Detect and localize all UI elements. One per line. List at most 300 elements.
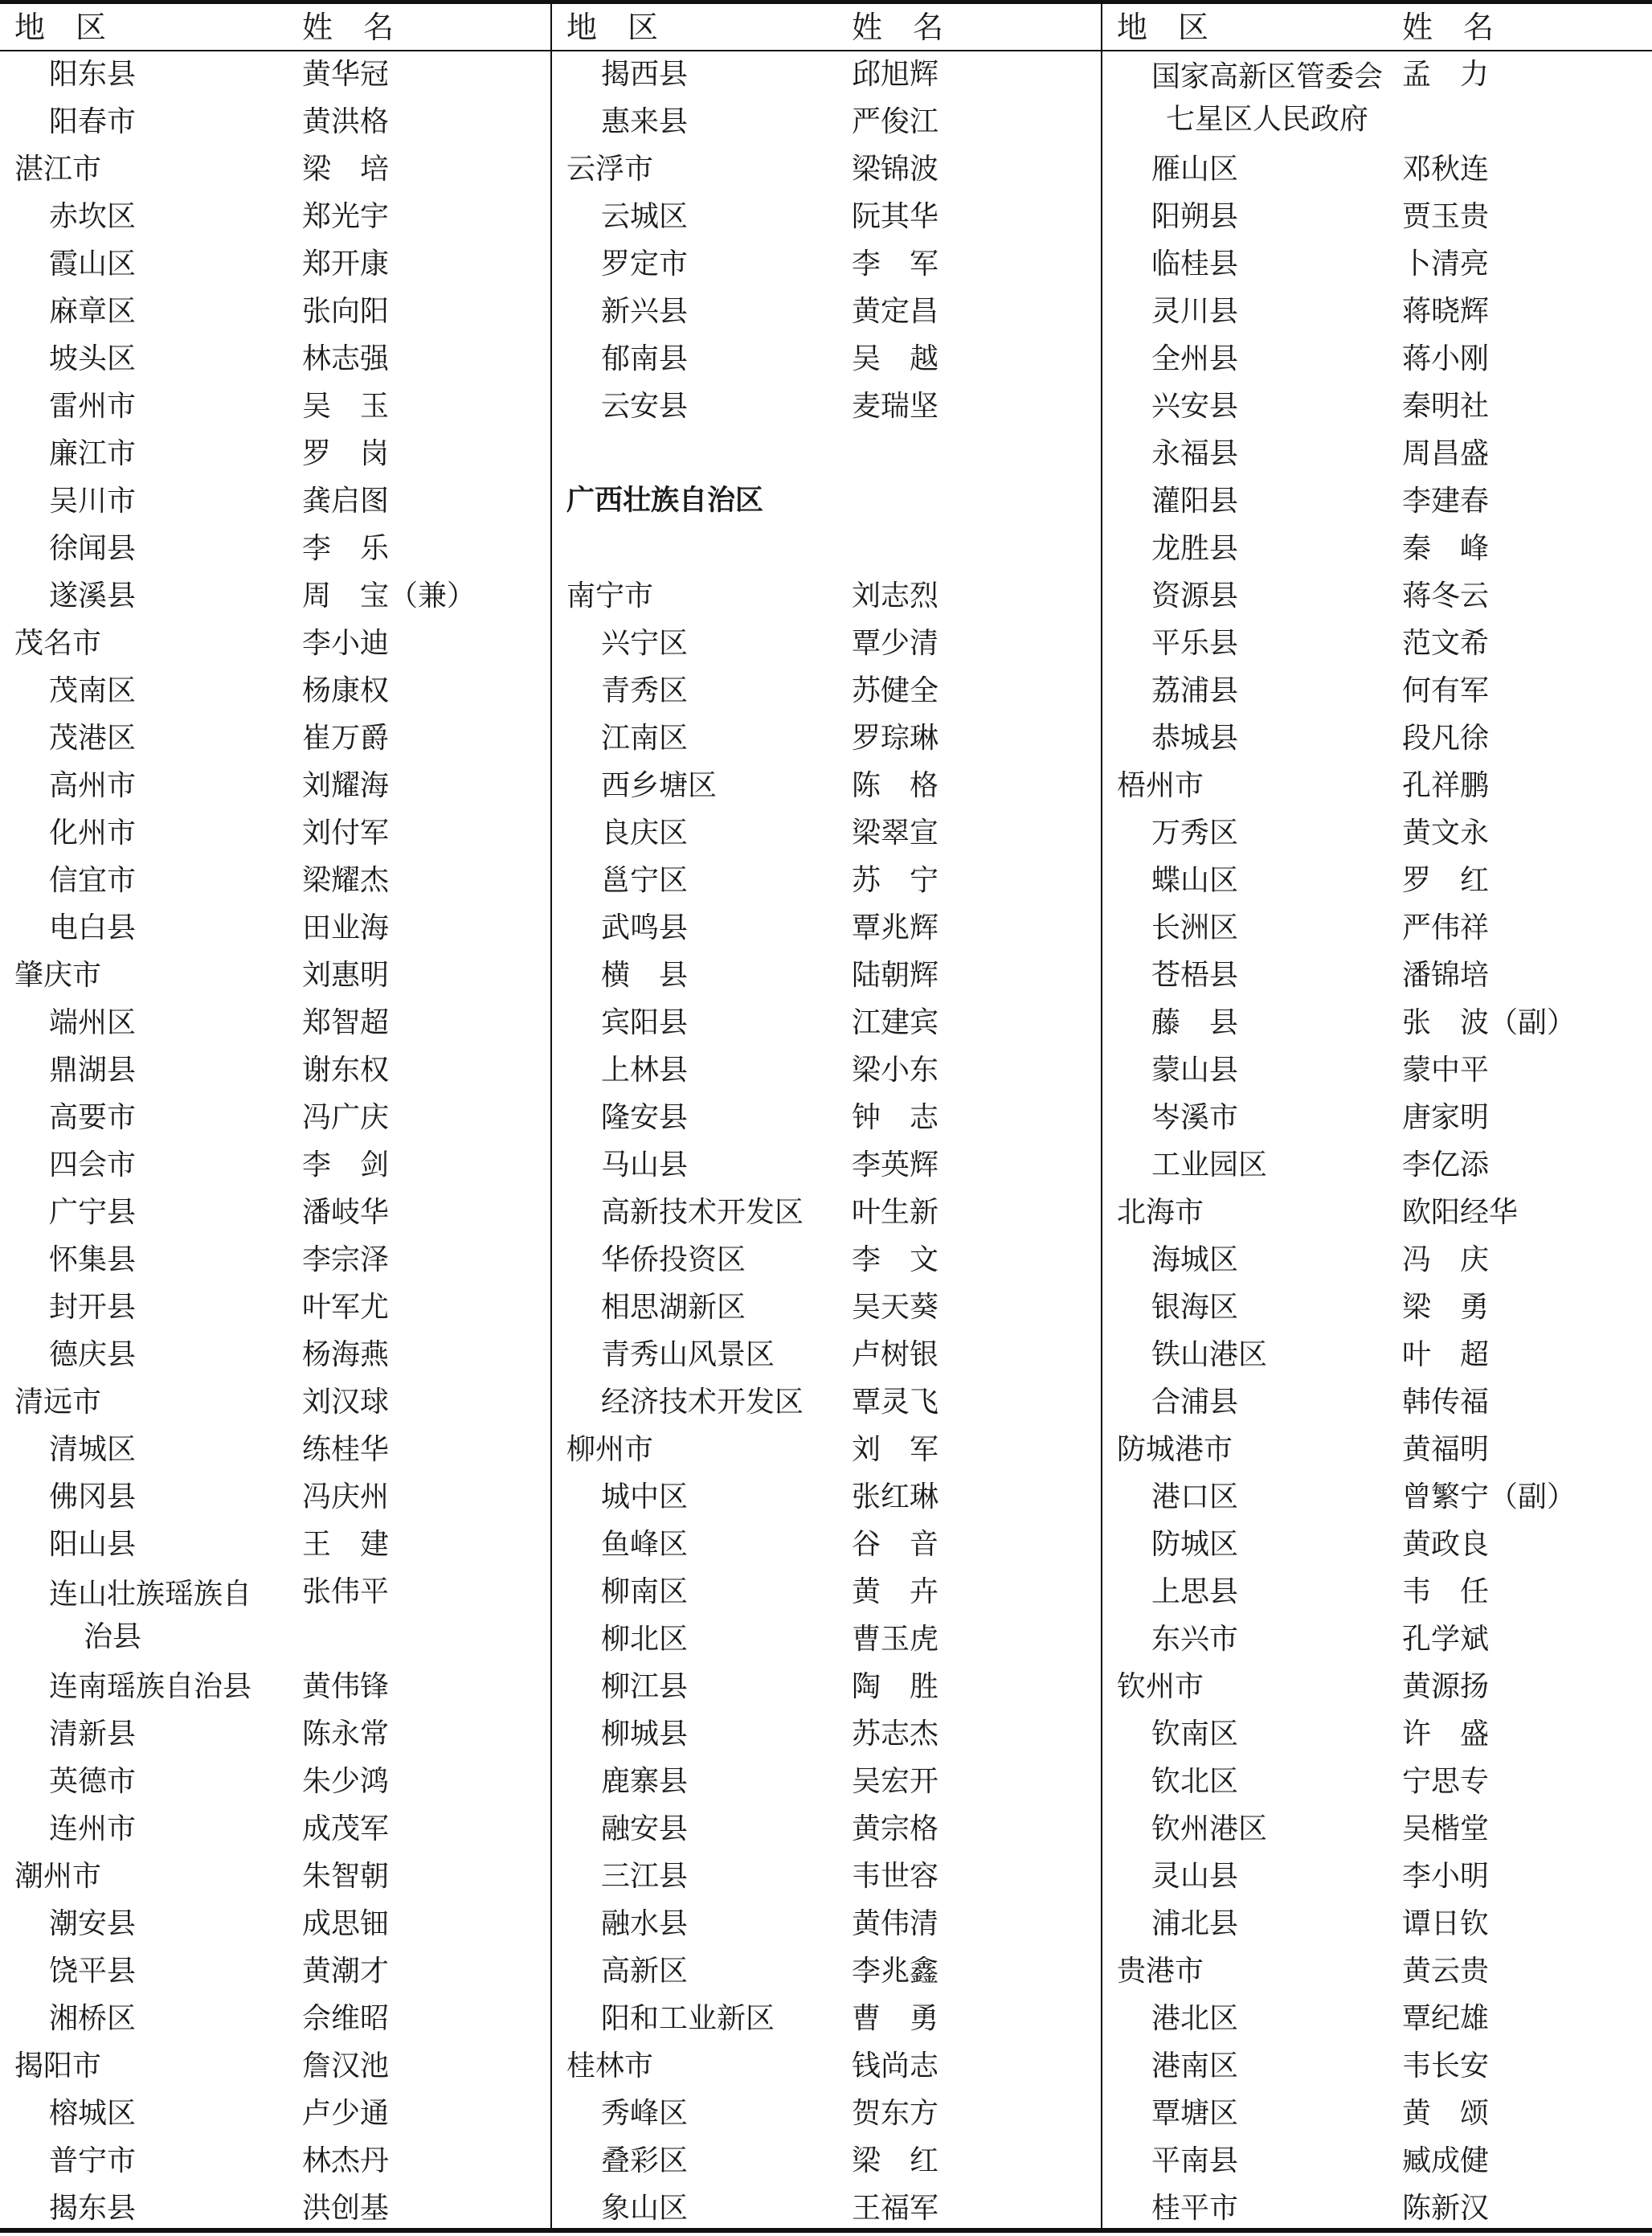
district-region: 徐闻县 bbox=[49, 532, 137, 565]
person-name: 朱智朝 bbox=[302, 1860, 390, 1893]
person-name: 杨海燕 bbox=[302, 1338, 390, 1371]
district-region: 信宜市 bbox=[49, 864, 137, 897]
district-region: 兴宁区 bbox=[601, 627, 689, 660]
directory-row bbox=[552, 999, 1101, 1046]
directory-row bbox=[1102, 1853, 1652, 1900]
district-region: 宾阳县 bbox=[601, 1006, 689, 1039]
person-name: 苏志杰 bbox=[852, 1718, 939, 1751]
header-region: 地 区 bbox=[1117, 10, 1209, 45]
directory-row bbox=[1102, 572, 1652, 620]
directory-row bbox=[1102, 1236, 1652, 1284]
directory-row bbox=[552, 572, 1101, 620]
person-name: 黄潮才 bbox=[302, 1955, 390, 1988]
person-name: 郑开康 bbox=[302, 248, 390, 281]
directory-row bbox=[0, 2090, 550, 2137]
directory-row bbox=[1102, 1900, 1652, 1947]
person-name: 冯庆州 bbox=[302, 1480, 390, 1513]
directory-row bbox=[0, 1046, 550, 1094]
district-region: 潮安县 bbox=[49, 1907, 137, 1940]
district-region: 湘桥区 bbox=[49, 2002, 137, 2035]
person-name: 田业海 bbox=[302, 911, 390, 944]
district-region: 高新技术开发区 bbox=[601, 1196, 804, 1229]
person-name: 郑智超 bbox=[302, 1006, 390, 1039]
person-name: 叶 超 bbox=[1402, 1338, 1490, 1371]
city-region: 北海市 bbox=[1117, 1196, 1204, 1229]
panel-2 bbox=[552, 0, 1101, 2228]
person-name: 钱尚志 bbox=[852, 2050, 939, 2082]
person-name: 覃兆辉 bbox=[852, 911, 939, 944]
directory-row bbox=[552, 2042, 1101, 2090]
directory-row bbox=[0, 525, 550, 572]
district-region: 阳朔县 bbox=[1151, 200, 1239, 233]
directory-row bbox=[0, 667, 550, 715]
directory-row bbox=[552, 51, 1101, 98]
directory-row bbox=[0, 477, 550, 525]
district-region: 揭东县 bbox=[49, 2192, 137, 2225]
directory-row bbox=[552, 620, 1101, 667]
person-name: 吴 越 bbox=[852, 342, 939, 375]
person-name: 谢东权 bbox=[302, 1054, 390, 1087]
district-region: 清城区 bbox=[49, 1433, 137, 1466]
directory-row bbox=[552, 1189, 1101, 1236]
district-region: 佛冈县 bbox=[49, 1480, 137, 1513]
directory-row bbox=[552, 2137, 1101, 2185]
directory-row bbox=[0, 98, 550, 145]
directory-row bbox=[1102, 904, 1652, 952]
district-region: 茂港区 bbox=[49, 722, 137, 755]
person-name: 张向阳 bbox=[302, 295, 390, 328]
person-name: 孔学斌 bbox=[1402, 1623, 1490, 1656]
district-region: 化州市 bbox=[49, 817, 137, 850]
directory-row bbox=[0, 1426, 550, 1473]
directory-row bbox=[0, 1378, 550, 1426]
district-region: 电白县 bbox=[49, 911, 137, 944]
directory-row bbox=[552, 335, 1101, 383]
person-name: 郑光宇 bbox=[302, 200, 390, 233]
district-region: 融水县 bbox=[601, 1907, 689, 1940]
person-name: 李建春 bbox=[1402, 485, 1490, 518]
directory-row bbox=[552, 762, 1101, 809]
person-name: 黄文永 bbox=[1402, 817, 1490, 850]
person-name: 张伟平 bbox=[302, 1575, 390, 1608]
person-name: 秦 峰 bbox=[1402, 532, 1490, 565]
directory-row bbox=[0, 288, 550, 335]
person-name: 苏 宁 bbox=[852, 864, 939, 897]
person-name: 成茂军 bbox=[302, 1812, 390, 1845]
district-region: 桂平市 bbox=[1151, 2192, 1239, 2225]
directory-row bbox=[0, 383, 550, 430]
person-name: 苏健全 bbox=[852, 674, 939, 707]
person-name: 韩传福 bbox=[1402, 1386, 1490, 1419]
person-name: 李英辉 bbox=[852, 1149, 939, 1181]
person-name: 宁思专 bbox=[1402, 1765, 1490, 1798]
district-region: 华侨投资区 bbox=[601, 1243, 746, 1276]
person-name: 朱少鸿 bbox=[302, 1765, 390, 1798]
district-region: 银海区 bbox=[1151, 1291, 1239, 1324]
district-region: 平乐县 bbox=[1151, 627, 1239, 660]
district-region: 封开县 bbox=[49, 1291, 137, 1324]
directory-row bbox=[0, 1284, 550, 1331]
directory-row bbox=[1102, 1094, 1652, 1141]
district-region: 鼎湖县 bbox=[49, 1054, 137, 1087]
district-region: 惠来县 bbox=[601, 105, 689, 138]
person-name: 陈 格 bbox=[852, 769, 939, 802]
directory-row bbox=[0, 1900, 550, 1947]
district-region: 龙胜县 bbox=[1151, 532, 1239, 565]
city-region: 南宁市 bbox=[566, 579, 654, 612]
person-name: 李 乐 bbox=[302, 532, 390, 565]
city-region: 肇庆市 bbox=[14, 959, 102, 992]
directory-row bbox=[0, 762, 550, 809]
district-region: 万秀区 bbox=[1151, 817, 1239, 850]
city-region: 柳州市 bbox=[566, 1433, 654, 1466]
district-region: 阳春市 bbox=[49, 105, 137, 138]
district-region: 钦北区 bbox=[1151, 1765, 1239, 1798]
district-region: 苍梧县 bbox=[1151, 959, 1239, 992]
person-name: 蒋小刚 bbox=[1402, 342, 1490, 375]
directory-row bbox=[552, 1663, 1101, 1710]
directory-row bbox=[552, 1284, 1101, 1331]
directory-row bbox=[1102, 2137, 1652, 2185]
directory-row bbox=[1102, 51, 1652, 145]
directory-row bbox=[552, 952, 1101, 999]
directory-row bbox=[1102, 999, 1652, 1046]
district-region: 恭城县 bbox=[1151, 722, 1239, 755]
person-name: 冯 庆 bbox=[1402, 1243, 1490, 1276]
directory-row bbox=[0, 1805, 550, 1853]
person-name: 刘汉球 bbox=[302, 1386, 390, 1419]
district-region: 隆安县 bbox=[601, 1101, 689, 1134]
person-name: 吴天葵 bbox=[852, 1291, 939, 1324]
district-region: 港南区 bbox=[1151, 2050, 1239, 2082]
district-region: 铁山港区 bbox=[1151, 1338, 1268, 1371]
person-name: 李兆鑫 bbox=[852, 1955, 939, 1988]
directory-row bbox=[552, 2185, 1101, 2232]
person-name: 卢少通 bbox=[302, 2097, 390, 2130]
directory-row bbox=[0, 1568, 550, 1663]
person-name: 吴 玉 bbox=[302, 390, 390, 423]
directory-row bbox=[0, 2185, 550, 2232]
district-region: 麻章区 bbox=[49, 295, 137, 328]
person-name: 梁翠宣 bbox=[852, 817, 939, 850]
district-region: 工业园区 bbox=[1151, 1149, 1268, 1181]
district-region: 遂溪县 bbox=[49, 579, 137, 612]
directory-row bbox=[0, 193, 550, 240]
person-name: 梁小东 bbox=[852, 1054, 939, 1087]
region-wrap bbox=[1151, 51, 1383, 145]
directory-row bbox=[0, 1331, 550, 1378]
district-region: 藤 县 bbox=[1151, 1006, 1239, 1039]
district-region: 鹿寨县 bbox=[601, 1765, 689, 1798]
directory-row bbox=[0, 1473, 550, 1521]
district-region: 灵川县 bbox=[1151, 295, 1239, 328]
person-name: 李小明 bbox=[1402, 1860, 1490, 1893]
directory-row bbox=[552, 1236, 1101, 1284]
person-name: 吴楷堂 bbox=[1402, 1812, 1490, 1845]
person-name: 吴宏开 bbox=[852, 1765, 939, 1798]
person-name: 林志强 bbox=[302, 342, 390, 375]
person-name: 陶 胜 bbox=[852, 1670, 939, 1703]
directory-row bbox=[1102, 240, 1652, 288]
directory-row bbox=[552, 809, 1101, 857]
district-region: 柳南区 bbox=[601, 1575, 689, 1608]
district-region: 平南县 bbox=[1151, 2144, 1239, 2177]
district-region: 高要市 bbox=[49, 1101, 137, 1134]
person-name: 韦 任 bbox=[1402, 1575, 1490, 1608]
directory-row bbox=[0, 857, 550, 904]
person-name: 黄源扬 bbox=[1402, 1670, 1490, 1703]
directory-row bbox=[552, 2090, 1101, 2137]
person-name: 成思钿 bbox=[302, 1907, 390, 1940]
person-name: 崔万爵 bbox=[302, 722, 390, 755]
directory-row bbox=[1102, 667, 1652, 715]
person-name: 邓秋连 bbox=[1402, 153, 1490, 186]
directory-row bbox=[552, 1521, 1101, 1568]
header-name: 姓 名 bbox=[852, 10, 944, 45]
directory-row bbox=[0, 1663, 550, 1710]
directory-row bbox=[0, 620, 550, 667]
district-region: 长洲区 bbox=[1151, 911, 1239, 944]
district-region: 马山县 bbox=[601, 1149, 689, 1181]
district-region: 灵山县 bbox=[1151, 1860, 1239, 1893]
person-name: 梁 培 bbox=[302, 153, 390, 186]
directory-row bbox=[0, 952, 550, 999]
district-region: 三江县 bbox=[601, 1860, 689, 1893]
person-name: 严伟祥 bbox=[1402, 911, 1490, 944]
directory-row bbox=[1102, 1995, 1652, 2042]
directory-row bbox=[552, 904, 1101, 952]
district-region: 吴川市 bbox=[49, 485, 137, 518]
person-name: 叶生新 bbox=[852, 1196, 939, 1229]
person-name: 陈永常 bbox=[302, 1718, 390, 1751]
directory-row bbox=[552, 1426, 1101, 1473]
directory-row bbox=[1102, 715, 1652, 762]
section-heading: 广西壮族自治区 bbox=[566, 485, 764, 517]
directory-row bbox=[1102, 1710, 1652, 1758]
district-region: 柳城县 bbox=[601, 1718, 689, 1751]
region-line: 七星区人民政府 bbox=[1166, 103, 1369, 136]
district-region: 茂南区 bbox=[49, 674, 137, 707]
person-name: 曹玉虎 bbox=[852, 1623, 939, 1656]
region-line: 连山壮族瑶族自 bbox=[49, 1578, 252, 1611]
person-name: 黄政良 bbox=[1402, 1528, 1490, 1561]
directory-row bbox=[0, 2137, 550, 2185]
person-name: 杨康权 bbox=[302, 674, 390, 707]
directory-row bbox=[1102, 477, 1652, 525]
directory-row bbox=[1102, 1189, 1652, 1236]
district-region: 雷州市 bbox=[49, 390, 137, 423]
header-name: 姓 名 bbox=[1402, 10, 1495, 45]
directory-row bbox=[1102, 1284, 1652, 1331]
person-name: 曹 勇 bbox=[852, 2002, 939, 2035]
district-region: 连州市 bbox=[49, 1812, 137, 1845]
district-region: 江南区 bbox=[601, 722, 689, 755]
person-name: 卜清亮 bbox=[1402, 248, 1490, 281]
directory-row bbox=[552, 715, 1101, 762]
district-region: 西乡塘区 bbox=[601, 769, 718, 802]
city-region: 钦州市 bbox=[1117, 1670, 1204, 1703]
person-name: 黄福明 bbox=[1402, 1433, 1490, 1466]
person-name: 秦明社 bbox=[1402, 390, 1490, 423]
person-name: 曾繁宁（副） bbox=[1402, 1480, 1576, 1513]
district-region: 英德市 bbox=[49, 1765, 137, 1798]
directory-row bbox=[1102, 762, 1652, 809]
directory-row bbox=[1102, 2042, 1652, 2090]
directory-row bbox=[0, 1094, 550, 1141]
directory-row bbox=[0, 1853, 550, 1900]
district-region: 罗定市 bbox=[601, 248, 689, 281]
district-region: 清新县 bbox=[49, 1718, 137, 1751]
directory-row bbox=[1102, 1378, 1652, 1426]
district-region: 怀集县 bbox=[49, 1243, 137, 1276]
directory-row bbox=[1102, 1616, 1652, 1663]
person-name: 严俊江 bbox=[852, 105, 939, 138]
region-line: 国家高新区管委会 bbox=[1151, 60, 1384, 93]
person-name: 黄宗格 bbox=[852, 1812, 939, 1845]
person-name: 冯广庆 bbox=[302, 1101, 390, 1134]
district-region: 灌阳县 bbox=[1151, 485, 1239, 518]
directory-row bbox=[1102, 335, 1652, 383]
district-region: 浦北县 bbox=[1151, 1907, 1239, 1940]
person-name: 罗琮琳 bbox=[852, 722, 939, 755]
district-region: 钦州港区 bbox=[1151, 1812, 1268, 1845]
directory-row bbox=[0, 1189, 550, 1236]
district-region: 城中区 bbox=[601, 1480, 689, 1513]
district-region: 柳北区 bbox=[601, 1623, 689, 1656]
directory-row bbox=[0, 1995, 550, 2042]
person-name: 黄华冠 bbox=[302, 58, 390, 91]
person-name: 佘维昭 bbox=[302, 2002, 390, 2035]
city-region: 潮州市 bbox=[14, 1860, 102, 1893]
district-region: 揭西县 bbox=[601, 58, 689, 91]
district-region: 合浦县 bbox=[1151, 1386, 1239, 1419]
person-name: 刘志烈 bbox=[852, 579, 939, 612]
directory-row bbox=[1102, 1805, 1652, 1853]
person-name: 潘岐华 bbox=[302, 1196, 390, 1229]
directory-row bbox=[552, 383, 1101, 430]
district-region: 榕城区 bbox=[49, 2097, 137, 2130]
directory-row bbox=[552, 145, 1101, 193]
district-region: 上林县 bbox=[601, 1054, 689, 1087]
person-name: 韦长安 bbox=[1402, 2050, 1490, 2082]
person-name: 谷 音 bbox=[852, 1528, 939, 1561]
person-name: 臧成健 bbox=[1402, 2144, 1490, 2177]
directory-row bbox=[1102, 620, 1652, 667]
district-region: 连南瑶族自治县 bbox=[49, 1670, 252, 1703]
district-region: 柳江县 bbox=[601, 1670, 689, 1703]
directory-row bbox=[552, 1900, 1101, 1947]
district-region: 高州市 bbox=[49, 769, 137, 802]
header-region: 地 区 bbox=[14, 10, 107, 45]
district-region: 邕宁区 bbox=[601, 864, 689, 897]
district-region: 廉江市 bbox=[49, 437, 137, 470]
person-name: 麦瑞坚 bbox=[852, 390, 939, 423]
directory-row bbox=[1102, 1568, 1652, 1616]
directory-row bbox=[552, 1805, 1101, 1853]
person-name: 黄洪格 bbox=[302, 105, 390, 138]
person-name: 黄伟清 bbox=[852, 1907, 939, 1940]
directory-row bbox=[552, 1758, 1101, 1805]
district-region: 相思湖新区 bbox=[601, 1291, 746, 1324]
person-name: 卢树银 bbox=[852, 1338, 939, 1371]
section-heading-row bbox=[552, 477, 1101, 525]
city-region: 梧州市 bbox=[1117, 769, 1204, 802]
person-name: 覃少清 bbox=[852, 627, 939, 660]
directory-row bbox=[552, 1853, 1101, 1900]
person-name: 陆朝辉 bbox=[852, 959, 939, 992]
district-region: 覃塘区 bbox=[1151, 2097, 1239, 2130]
directory-row bbox=[1102, 2185, 1652, 2232]
directory-row bbox=[1102, 193, 1652, 240]
panel-3 bbox=[1102, 0, 1652, 2228]
district-region: 鱼峰区 bbox=[601, 1528, 689, 1561]
directory-row bbox=[552, 193, 1101, 240]
district-region: 霞山区 bbox=[49, 248, 137, 281]
directory-row bbox=[0, 715, 550, 762]
directory-row bbox=[1102, 1046, 1652, 1094]
directory-row bbox=[552, 667, 1101, 715]
district-region: 云城区 bbox=[601, 200, 689, 233]
person-name: 阮其华 bbox=[852, 200, 939, 233]
district-region: 兴安县 bbox=[1151, 390, 1239, 423]
district-region: 普宁市 bbox=[49, 2144, 137, 2177]
person-name: 李宗泽 bbox=[302, 1243, 390, 1276]
person-name: 蒋晓辉 bbox=[1402, 295, 1490, 328]
person-name: 黄 颂 bbox=[1402, 2097, 1490, 2130]
person-name: 刘惠明 bbox=[302, 959, 390, 992]
district-region: 岑溪市 bbox=[1151, 1101, 1239, 1134]
district-region: 融安县 bbox=[601, 1812, 689, 1845]
person-name: 何有军 bbox=[1402, 674, 1490, 707]
city-region: 贵港市 bbox=[1117, 1955, 1204, 1988]
district-region: 叠彩区 bbox=[601, 2144, 689, 2177]
person-name: 罗 红 bbox=[1402, 864, 1490, 897]
person-name: 江建宾 bbox=[852, 1006, 939, 1039]
district-region: 全州县 bbox=[1151, 342, 1239, 375]
directory-row bbox=[0, 1758, 550, 1805]
district-region: 赤坎区 bbox=[49, 200, 137, 233]
directory-row bbox=[0, 1236, 550, 1284]
directory-row bbox=[1102, 809, 1652, 857]
city-region: 云浮市 bbox=[566, 153, 654, 186]
directory-row bbox=[1102, 288, 1652, 335]
directory-row bbox=[1102, 525, 1652, 572]
directory-row bbox=[1102, 857, 1652, 904]
district-region: 东兴市 bbox=[1151, 1623, 1239, 1656]
person-name: 欧阳经华 bbox=[1402, 1196, 1519, 1229]
directory-row bbox=[0, 430, 550, 477]
person-name: 李 军 bbox=[852, 248, 939, 281]
district-region: 钦南区 bbox=[1151, 1718, 1239, 1751]
person-name: 韦世容 bbox=[852, 1860, 939, 1893]
person-name: 孔祥鹏 bbox=[1402, 769, 1490, 802]
person-name: 王福军 bbox=[852, 2192, 939, 2225]
district-region: 阳山县 bbox=[49, 1528, 137, 1561]
directory-row bbox=[0, 809, 550, 857]
district-region: 雁山区 bbox=[1151, 153, 1239, 186]
person-name: 梁 勇 bbox=[1402, 1291, 1490, 1324]
person-name: 梁耀杰 bbox=[302, 864, 390, 897]
person-name: 詹汉池 bbox=[302, 2050, 390, 2082]
district-region: 临桂县 bbox=[1151, 248, 1239, 281]
district-region: 阳东县 bbox=[49, 58, 137, 91]
district-region: 端州区 bbox=[49, 1006, 137, 1039]
person-name: 邱旭辉 bbox=[852, 58, 939, 91]
district-region: 港北区 bbox=[1151, 2002, 1239, 2035]
district-region: 云安县 bbox=[601, 390, 689, 423]
district-region: 横 县 bbox=[601, 959, 689, 992]
person-name: 贾玉贵 bbox=[1402, 200, 1490, 233]
